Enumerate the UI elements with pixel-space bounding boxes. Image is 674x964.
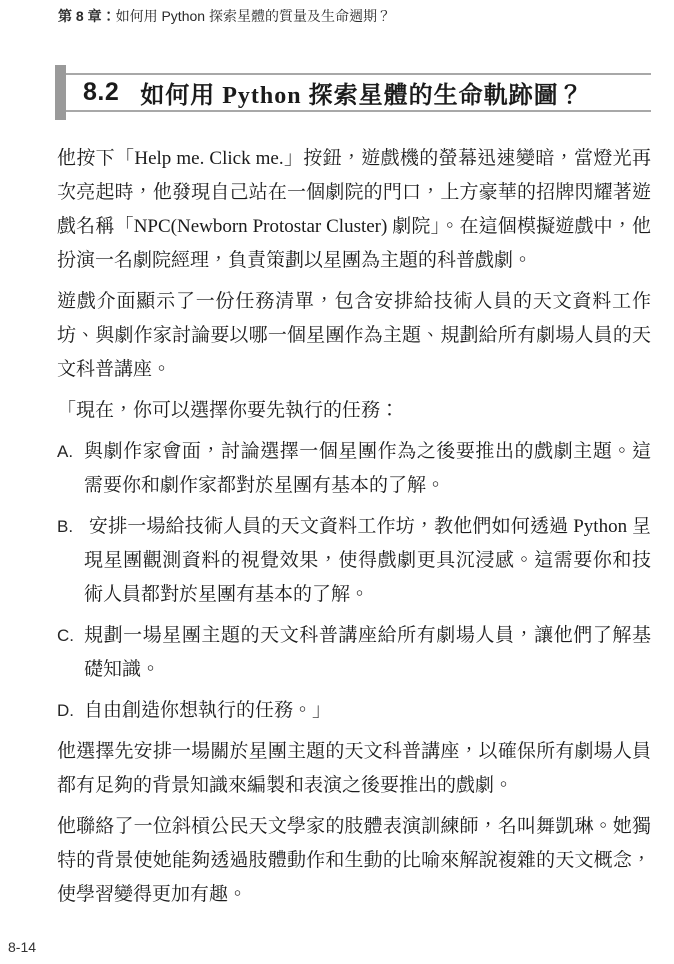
section-number: 8.2 — [83, 78, 120, 106]
task-text: 自由創造你想執行的任務。」 — [84, 700, 332, 721]
task-list — [57, 435, 651, 728]
paragraph-task-prompt: 「現在，你可以選擇你要先執行的任務： — [57, 400, 400, 421]
running-head-title: 如何用 Python 探索星體的質量及生命週期？ — [115, 8, 391, 24]
task-item-a — [57, 435, 651, 503]
section-heading — [55, 65, 651, 120]
task-text: 與劇作家會面，討論選擇一個星團作為之後要推出的戲劇主題。這需要你和劇作家都對於星團有基本的了解。 — [84, 441, 651, 496]
paragraph-choice: 他選擇先安排一場關於星團主題的天文科普講座，以確保所有劇場人員都有足夠的背景知識來編製和表演之後要推出的戲劇。 — [57, 741, 651, 796]
task-text: 規劃一場星團主題的天文科普講座給所有劇場人員，讓他們了解基礎知識。 — [84, 625, 651, 680]
task-marker: A. — [57, 442, 74, 461]
paragraph-intro: 他按下「Help me. Click me.」按鈕，遊戲機的螢幕迅速變暗，當燈光再次亮起時，他發現自己站在一個劇院的門口，上方豪華的招牌閃耀著遊戲名稱「NPC(Newborn Protostar Cluster) 劇院」。在這個模擬遊戲中，他扮演一名劇院經理，負責策劃以星團為主題的科普戲劇。 — [57, 148, 651, 271]
task-item-c — [57, 619, 651, 687]
section-title: 如何用 Python 探索星體的生命軌跡圖？ — [140, 83, 584, 109]
task-text: 安排一場給技術人員的天文資料工作坊，教他們如何透過 Python 呈現星團觀測資料的視覺效果，使得戲劇更具沉浸感。這需要你和技術人員都對於星團有基本的了解。 — [84, 516, 651, 605]
section-accent-bar — [55, 65, 66, 120]
page-number: 8-14 — [8, 939, 37, 955]
running-head — [58, 7, 654, 25]
task-item-d — [57, 694, 651, 728]
task-marker: B. — [57, 517, 74, 536]
body-text — [57, 142, 651, 919]
task-marker: C. — [57, 626, 74, 645]
task-item-b — [57, 510, 651, 612]
paragraph-trainer: 他聯絡了一位斜槓公民天文學家的肢體表演訓練師，名叫舞凱琳。她獨特的背景使她能夠透過肢體動作和生動的比喻來解說複雜的天文概念，使學習變得更加有趣。 — [57, 816, 651, 905]
running-head-chapter: 第 8 章： — [58, 8, 116, 24]
task-marker: D. — [57, 701, 74, 720]
section-heading-box — [66, 73, 651, 112]
paragraph-task-overview: 遊戲介面顯示了一份任務清單，包含安排給技術人員的天文資料工作坊、與劇作家討論要以哪一個星團作為主題、規劃給所有劇場人員的天文科普講座。 — [57, 291, 651, 380]
